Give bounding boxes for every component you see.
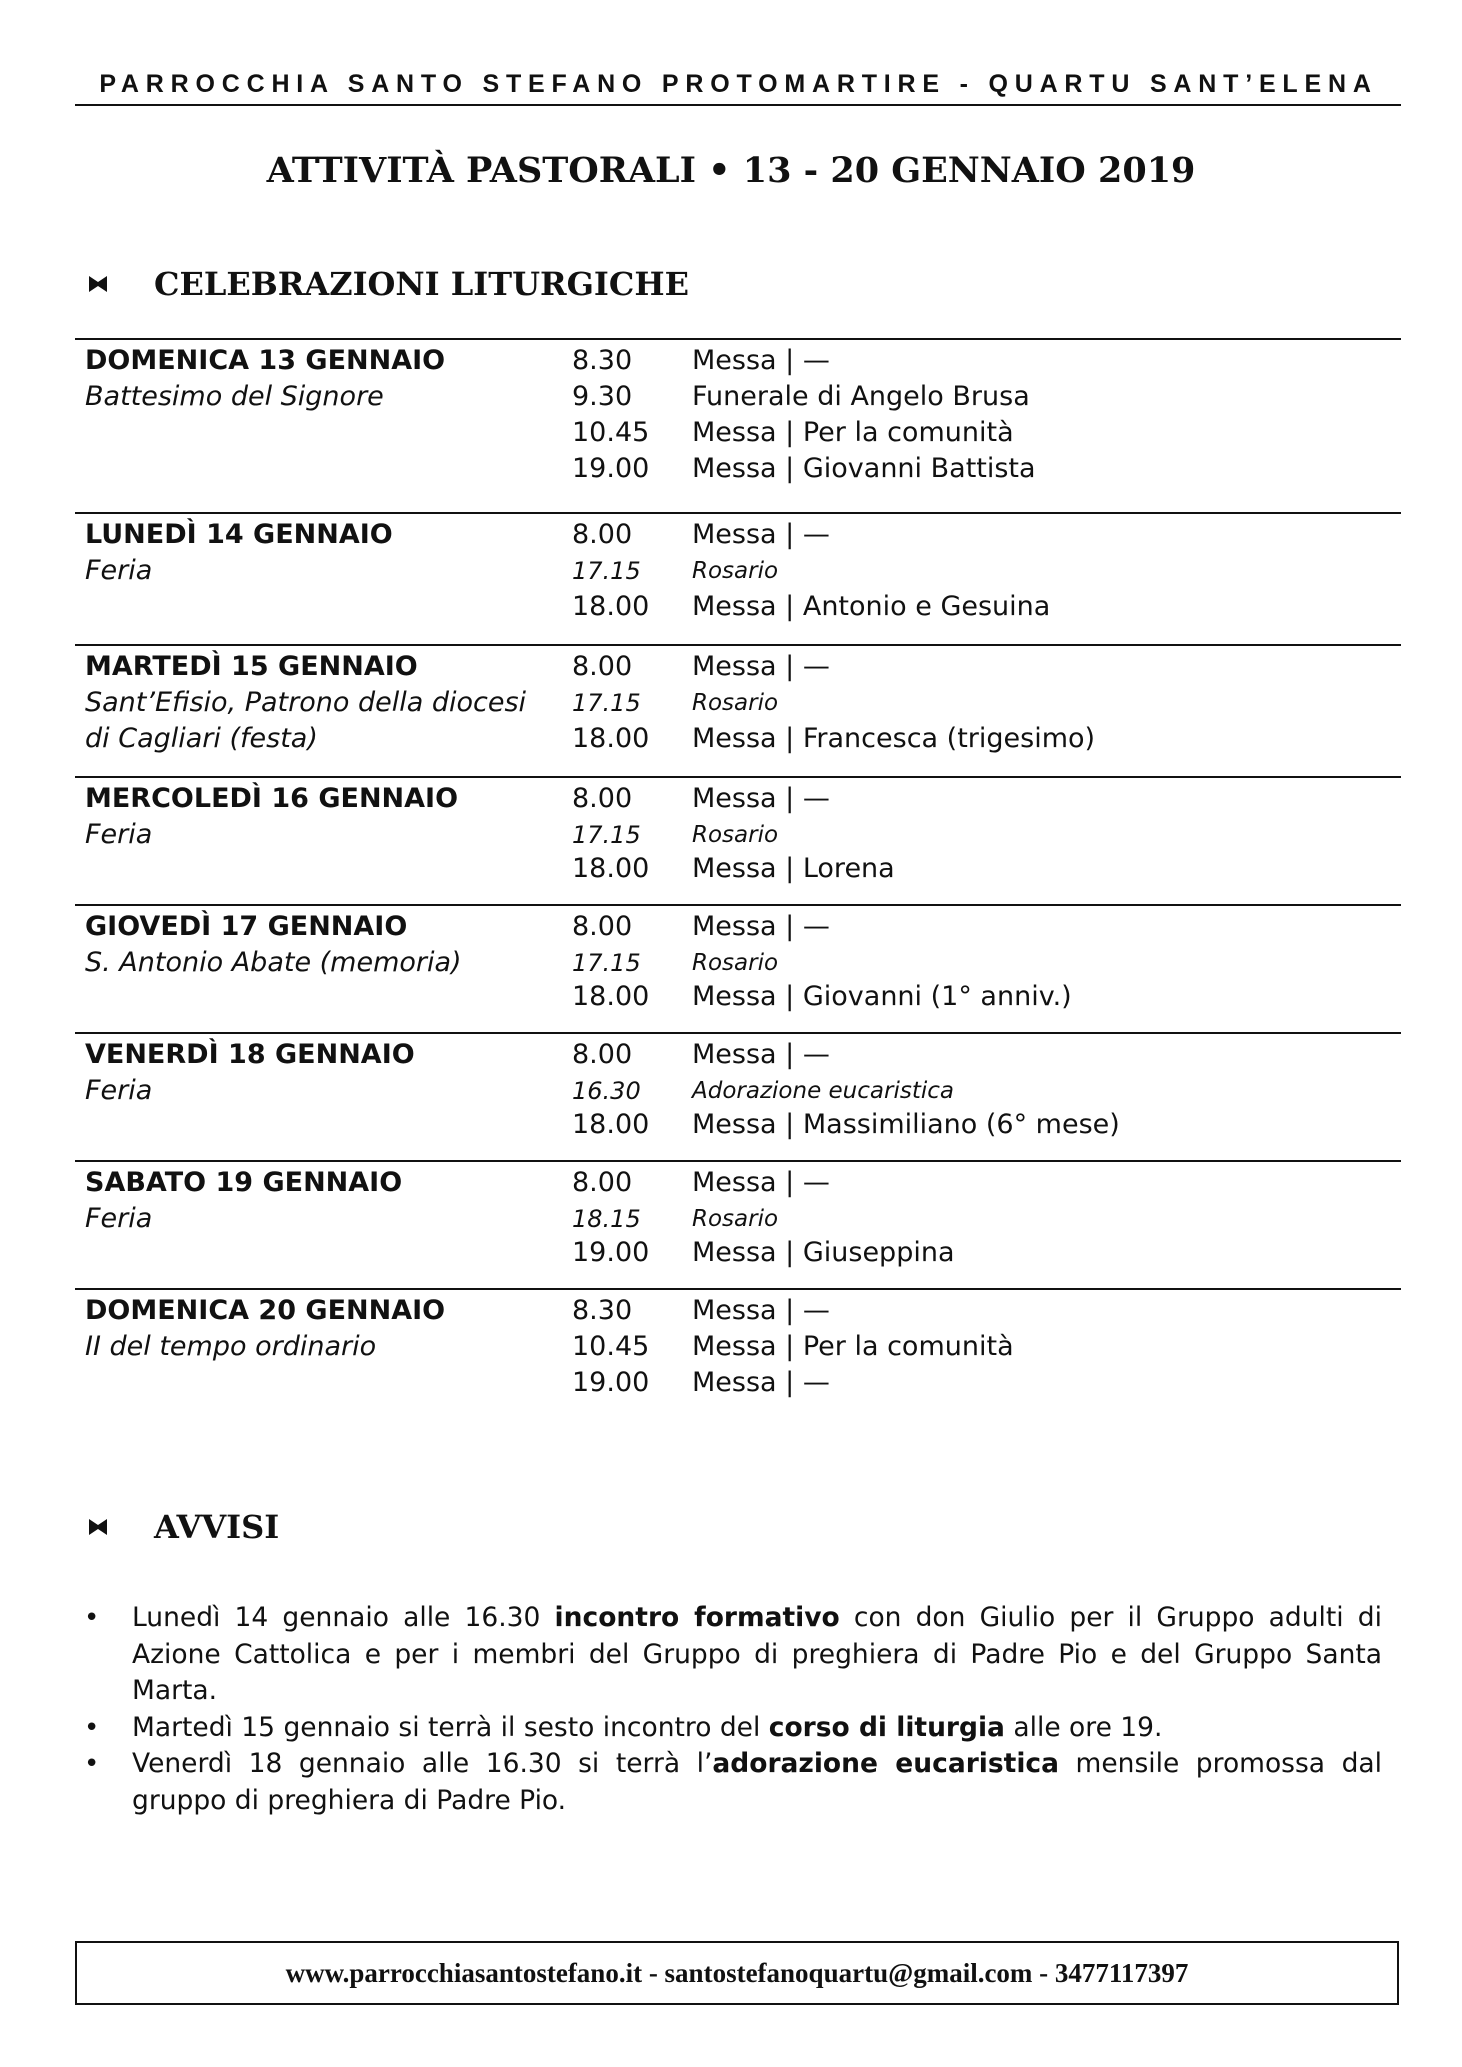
day-feast: II del tempo ordinario	[85, 1331, 377, 1362]
event-time: 8.00	[572, 519, 633, 550]
celebrations-heading	[88, 265, 689, 303]
event-time: 8.30	[572, 1295, 633, 1326]
day-name: MARTEDÌ 15 GENNAIO	[85, 651, 418, 682]
event-time: 17.15	[572, 557, 641, 585]
event-row	[75, 589, 1401, 625]
event-row	[75, 1107, 1401, 1143]
event-time: 19.00	[572, 1237, 650, 1268]
day-feast: Feria	[85, 1203, 153, 1234]
day-name: DOMENICA 20 GENNAIO	[85, 1295, 446, 1326]
event-description: Messa | —	[692, 783, 830, 814]
notice-text: con don Giulio per il Gruppo adulti di Azione Cattolica e per i membri del Gruppo di preghiera di Padre Pio e del Gruppo Santa Marta.	[132, 1602, 1382, 1706]
event-time: 9.30	[572, 381, 633, 412]
event-description: Messa | —	[692, 1039, 830, 1070]
event-description: Messa | —	[692, 911, 830, 942]
event-description: Messa | —	[692, 1367, 830, 1398]
event-description: Rosario	[692, 690, 779, 716]
notice-highlight: incontro formativo	[554, 1602, 840, 1633]
notice-text: Venerdì 18 gennaio alle 16.30 si terrà l’	[132, 1748, 713, 1779]
event-description: Messa | —	[692, 519, 830, 550]
event-time: 16.30	[572, 1077, 641, 1105]
bullet-icon: •	[84, 1603, 100, 1633]
parish-header: PARROCCHIA SANTO STEFANO PROTOMARTIRE - QUARTU SANT’ELENA	[99, 70, 1378, 98]
event-description: Messa | Antonio e Gesuina	[692, 591, 1051, 622]
event-row	[75, 517, 1401, 553]
event-row	[75, 721, 1401, 757]
event-time: 18.15	[572, 1205, 641, 1233]
day-block	[75, 1288, 1401, 1398]
day-block	[75, 1160, 1401, 1268]
day-name: LUNEDÌ 14 GENNAIO	[85, 519, 393, 550]
event-time: 8.30	[572, 345, 633, 376]
notices-heading	[88, 1508, 279, 1546]
event-row	[75, 415, 1401, 451]
event-time: 18.00	[572, 1109, 650, 1140]
notice-text: alle ore 19.	[1004, 1711, 1163, 1743]
day-block	[75, 904, 1401, 1012]
event-description: Messa | Giovanni Battista	[692, 453, 1036, 484]
event-time: 18.00	[572, 853, 650, 884]
notice-highlight: adorazione eucaristica	[712, 1748, 1059, 1779]
notice-text: mensile promossa dal gruppo di preghiera di Padre Pio.	[132, 1748, 1382, 1816]
notice-item	[80, 1710, 1382, 1747]
event-time: 19.00	[572, 1367, 650, 1398]
event-row	[75, 1365, 1401, 1401]
event-time: 8.00	[572, 911, 633, 942]
event-row	[75, 1329, 1401, 1365]
event-row	[75, 1165, 1401, 1201]
event-time: 18.00	[572, 591, 650, 622]
footer-contacts: www.parrocchiasantostefano.it - santostefanoquartu@gmail.com - 3477117397	[75, 1941, 1399, 2005]
event-time: 8.00	[572, 651, 633, 682]
day-feast: Feria	[85, 555, 153, 586]
event-description: Messa | Francesca (trigesimo)	[692, 723, 1096, 754]
event-row	[75, 1037, 1401, 1073]
day-feast: Sant’Efisio, Patrono della diocesi di Cagliari (festa)	[85, 687, 527, 754]
event-row	[75, 817, 1401, 853]
day-block	[75, 776, 1401, 884]
event-time: 18.00	[572, 981, 650, 1012]
event-time: 17.15	[572, 949, 641, 977]
notices-list	[80, 1600, 1382, 1819]
day-name: GIOVEDÌ 17 GENNAIO	[85, 911, 408, 942]
event-row	[75, 553, 1401, 589]
event-description: Rosario	[692, 1206, 779, 1232]
event-time: 8.00	[572, 1039, 633, 1070]
event-row	[75, 781, 1401, 817]
event-time: 8.00	[572, 783, 633, 814]
event-description: Messa | —	[692, 651, 830, 682]
day-feast: Feria	[85, 819, 153, 850]
bowtie-bullet-icon	[88, 275, 108, 293]
event-time: 17.15	[572, 821, 641, 849]
celebrations-heading-label: CELEBRAZIONI LITURGICHE	[154, 265, 689, 303]
event-row	[75, 379, 1401, 415]
notice-item	[80, 1746, 1382, 1819]
event-description: Messa | Lorena	[692, 853, 895, 884]
bullet-icon: •	[84, 1749, 100, 1779]
event-time: 18.00	[572, 723, 650, 754]
event-description: Rosario	[692, 822, 779, 848]
day-block	[75, 338, 1401, 484]
event-description: Messa | —	[692, 1167, 830, 1198]
event-row	[75, 1201, 1401, 1237]
event-row	[75, 685, 1401, 721]
event-time: 10.45	[572, 417, 650, 448]
bullet-icon: •	[84, 1712, 100, 1743]
event-time: 8.00	[572, 1167, 633, 1198]
event-row	[75, 851, 1401, 887]
day-feast: S. Antonio Abate (memoria)	[85, 947, 462, 978]
event-row	[75, 451, 1401, 487]
event-description: Rosario	[692, 558, 779, 584]
event-description: Messa | Per la comunità	[692, 1331, 1014, 1362]
day-block	[75, 512, 1401, 622]
day-block	[75, 644, 1401, 754]
event-description: Messa | Per la comunità	[692, 417, 1014, 448]
event-row	[75, 1235, 1401, 1271]
notice-item	[80, 1600, 1382, 1710]
event-description: Messa | —	[692, 345, 830, 376]
event-time: 19.00	[572, 453, 650, 484]
event-row	[75, 909, 1401, 945]
event-row	[75, 979, 1401, 1015]
event-row	[75, 649, 1401, 685]
event-description: Messa | Giuseppina	[692, 1237, 955, 1268]
notices-heading-label: AVVISI	[154, 1508, 280, 1546]
event-description: Messa | Giovanni (1° anniv.)	[692, 981, 1072, 1012]
bowtie-bullet-icon	[88, 1518, 108, 1536]
day-feast: Battesimo del Signore	[85, 381, 384, 412]
day-name: VENERDÌ 18 GENNAIO	[85, 1039, 415, 1070]
event-row	[75, 343, 1401, 379]
day-block	[75, 1032, 1401, 1140]
day-name: DOMENICA 13 GENNAIO	[85, 345, 446, 376]
event-description: Messa | Massimiliano (6° mese)	[692, 1109, 1120, 1140]
notice-text: Lunedì 14 gennaio alle 16.30	[132, 1602, 555, 1633]
day-name: SABATO 19 GENNAIO	[85, 1167, 403, 1198]
event-time: 17.15	[572, 689, 641, 717]
event-row	[75, 945, 1401, 981]
notice-highlight: corso di liturgia	[768, 1711, 1005, 1743]
event-description: Funerale di Angelo Brusa	[692, 381, 1030, 412]
page-title: ATTIVITÀ PASTORALI • 13 - 20 GENNAIO 2019	[266, 150, 1196, 191]
notice-text: Martedì 15 gennaio si terrà il sesto incontro del	[132, 1711, 769, 1743]
event-description: Messa | —	[692, 1295, 830, 1326]
event-description: Adorazione eucaristica	[692, 1078, 954, 1104]
event-description: Rosario	[692, 950, 779, 976]
header-divider	[75, 104, 1401, 106]
event-row	[75, 1293, 1401, 1329]
event-time: 10.45	[572, 1331, 650, 1362]
day-name: MERCOLEDÌ 16 GENNAIO	[85, 783, 459, 814]
day-feast: Feria	[85, 1075, 153, 1106]
event-row	[75, 1073, 1401, 1109]
